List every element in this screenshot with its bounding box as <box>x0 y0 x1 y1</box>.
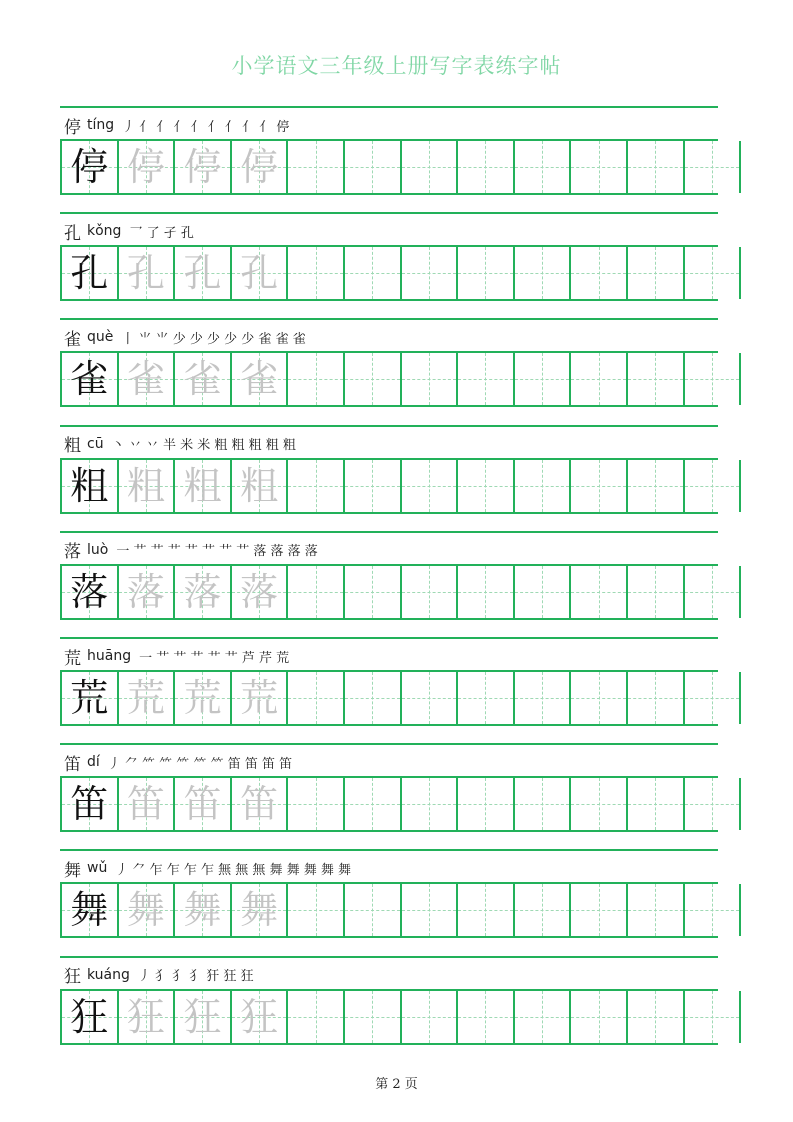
empty-practice-cell[interactable] <box>685 991 742 1043</box>
empty-practice-cell[interactable] <box>515 884 572 936</box>
empty-practice-cell[interactable] <box>345 672 402 724</box>
writing-grid <box>60 139 718 195</box>
model-cell <box>62 141 119 193</box>
writing-grid <box>60 989 718 1045</box>
empty-practice-cell[interactable] <box>288 247 345 299</box>
empty-practice-cell[interactable] <box>515 566 572 618</box>
trace-character: 停 <box>240 145 279 189</box>
trace-character: 笛 <box>183 782 222 827</box>
empty-practice-cell[interactable] <box>685 672 742 724</box>
trace-character: 狂 <box>183 994 222 1039</box>
entry-character: 笛 <box>64 754 81 775</box>
empty-practice-cell[interactable] <box>288 991 345 1043</box>
model-cell <box>62 884 119 936</box>
entry-divider <box>60 212 718 214</box>
practice-entry <box>60 318 718 425</box>
empty-practice-cell[interactable] <box>402 247 459 299</box>
empty-practice-cell[interactable] <box>345 141 402 193</box>
trace-cell <box>119 672 176 724</box>
empty-practice-cell[interactable] <box>345 991 402 1043</box>
empty-practice-cell[interactable] <box>628 460 685 512</box>
empty-practice-cell[interactable] <box>628 353 685 405</box>
trace-character: 荒 <box>126 676 165 720</box>
entry-divider <box>60 743 718 745</box>
trace-cell <box>175 141 232 193</box>
empty-practice-cell[interactable] <box>288 141 345 193</box>
trace-character: 落 <box>126 569 165 614</box>
entry-character: 狂 <box>64 967 81 988</box>
entry-info-row <box>64 750 714 774</box>
empty-practice-cell[interactable] <box>628 991 685 1043</box>
empty-practice-cell[interactable] <box>402 991 459 1043</box>
trace-cell <box>119 991 176 1043</box>
writing-grid <box>60 458 718 514</box>
trace-character: 舞 <box>183 888 222 933</box>
trace-cell <box>232 460 289 512</box>
trace-character: 舞 <box>126 888 165 933</box>
trace-cell <box>175 353 232 405</box>
trace-cell <box>175 991 232 1043</box>
empty-practice-cell[interactable] <box>288 353 345 405</box>
empty-practice-cell[interactable] <box>402 884 459 936</box>
trace-character: 粗 <box>183 463 222 508</box>
entry-divider <box>60 637 718 639</box>
trace-character: 笛 <box>240 782 279 827</box>
empty-practice-cell[interactable] <box>458 247 515 299</box>
empty-practice-cell[interactable] <box>515 141 572 193</box>
model-character: 荒 <box>70 676 109 720</box>
entry-stroke-order: 丶 丷 丷 半 米 米 粗 粗 粗 粗 粗 <box>111 438 296 454</box>
entry-info-row <box>64 325 714 349</box>
page-number: 第 2 页 <box>375 1077 418 1092</box>
practice-entry <box>60 212 718 319</box>
model-character: 停 <box>70 145 109 189</box>
model-cell <box>62 566 119 618</box>
model-cell <box>62 991 119 1043</box>
empty-practice-cell[interactable] <box>515 991 572 1043</box>
empty-practice-cell[interactable] <box>345 247 402 299</box>
entry-info-row <box>64 219 714 243</box>
empty-practice-cell[interactable] <box>571 353 628 405</box>
model-character: 孔 <box>70 251 109 296</box>
writing-grid <box>60 882 718 938</box>
trace-character: 粗 <box>126 463 165 508</box>
empty-practice-cell[interactable] <box>571 884 628 936</box>
model-character: 雀 <box>70 357 109 402</box>
trace-character: 粗 <box>240 463 279 508</box>
empty-practice-cell[interactable] <box>345 884 402 936</box>
trace-character: 孔 <box>126 251 165 296</box>
trace-cell <box>175 460 232 512</box>
empty-practice-cell[interactable] <box>685 460 742 512</box>
entry-pinyin: què <box>87 329 114 346</box>
entry-divider <box>60 318 718 320</box>
trace-cell <box>232 566 289 618</box>
trace-cell <box>232 247 289 299</box>
empty-practice-cell[interactable] <box>628 247 685 299</box>
empty-practice-cell[interactable] <box>685 247 742 299</box>
trace-character: 落 <box>183 569 222 614</box>
writing-grid <box>60 245 718 301</box>
trace-cell <box>119 884 176 936</box>
practice-entry <box>60 106 718 213</box>
empty-practice-cell[interactable] <box>685 778 742 830</box>
entry-divider <box>60 956 718 958</box>
empty-practice-cell[interactable] <box>288 566 345 618</box>
empty-practice-cell[interactable] <box>402 672 459 724</box>
empty-practice-cell[interactable] <box>628 566 685 618</box>
trace-character: 舞 <box>240 888 279 933</box>
entry-info-row <box>64 538 714 562</box>
writing-grid <box>60 351 718 407</box>
trace-cell <box>232 353 289 405</box>
empty-practice-cell[interactable] <box>628 884 685 936</box>
empty-practice-cell[interactable] <box>345 460 402 512</box>
entry-stroke-order: 丿 亻 亻 亻 亻 亻 亻 亻 亻 停 <box>122 119 290 135</box>
trace-cell <box>232 778 289 830</box>
empty-practice-cell[interactable] <box>402 778 459 830</box>
model-character: 舞 <box>70 888 109 933</box>
empty-practice-cell[interactable] <box>571 141 628 193</box>
entry-pinyin: huāng <box>87 648 132 664</box>
empty-practice-cell[interactable] <box>685 884 742 936</box>
entry-stroke-order: 乛 了 孑 孔 <box>129 225 194 241</box>
empty-practice-cell[interactable] <box>288 884 345 936</box>
trace-character: 停 <box>183 145 222 189</box>
entry-character: 舞 <box>64 860 81 881</box>
entry-stroke-order: 一 艹 艹 艹 艹 艹 艹 艹 落 落 落 落 <box>116 544 318 560</box>
empty-practice-cell[interactable] <box>515 672 572 724</box>
empty-practice-cell[interactable] <box>345 353 402 405</box>
trace-cell <box>175 884 232 936</box>
empty-practice-cell[interactable] <box>515 778 572 830</box>
model-character: 落 <box>70 569 109 614</box>
writing-grid <box>60 564 718 620</box>
trace-cell <box>232 672 289 724</box>
trace-cell <box>232 884 289 936</box>
entry-info-row <box>64 856 714 880</box>
entry-character: 停 <box>64 117 81 138</box>
entry-divider <box>60 425 718 427</box>
trace-character: 荒 <box>240 676 279 720</box>
entry-pinyin: wǔ <box>87 860 108 877</box>
entry-divider <box>60 106 718 108</box>
practice-entry <box>60 956 718 1063</box>
empty-practice-cell[interactable] <box>571 566 628 618</box>
empty-practice-cell[interactable] <box>288 672 345 724</box>
trace-cell <box>175 566 232 618</box>
empty-practice-cell[interactable] <box>685 566 742 618</box>
entry-pinyin: cū <box>87 435 104 452</box>
entry-divider <box>60 531 718 533</box>
practice-entry <box>60 637 718 744</box>
model-cell <box>62 353 119 405</box>
empty-practice-cell[interactable] <box>402 460 459 512</box>
entry-stroke-order: 丨 ⺌ ⺌ 少 少 少 少 少 雀 雀 雀 <box>121 331 306 347</box>
empty-practice-cell[interactable] <box>571 247 628 299</box>
entry-character: 孔 <box>64 223 81 244</box>
empty-practice-cell[interactable] <box>571 460 628 512</box>
trace-cell <box>175 247 232 299</box>
empty-practice-cell[interactable] <box>288 778 345 830</box>
trace-cell <box>232 991 289 1043</box>
trace-character: 落 <box>240 569 279 614</box>
empty-practice-cell[interactable] <box>458 778 515 830</box>
trace-character: 狂 <box>240 994 279 1039</box>
entry-stroke-order: 丿 犭 犭 犭 犴 狂 狂 <box>137 969 254 985</box>
entry-info-row <box>64 644 714 668</box>
trace-cell <box>119 460 176 512</box>
empty-practice-cell[interactable] <box>402 353 459 405</box>
practice-entry <box>60 425 718 532</box>
trace-character: 孔 <box>183 251 222 296</box>
entry-pinyin: luò <box>87 541 109 558</box>
empty-practice-cell[interactable] <box>685 353 742 405</box>
entry-character: 落 <box>64 542 81 563</box>
empty-practice-cell[interactable] <box>458 884 515 936</box>
empty-practice-cell[interactable] <box>458 566 515 618</box>
trace-character: 笛 <box>126 782 165 827</box>
empty-practice-cell[interactable] <box>402 141 459 193</box>
trace-cell <box>119 247 176 299</box>
writing-grid <box>60 776 718 832</box>
entry-character: 粗 <box>64 436 81 457</box>
entry-pinyin: kǒng <box>87 223 122 240</box>
model-cell <box>62 672 119 724</box>
empty-practice-cell[interactable] <box>458 672 515 724</box>
entry-info-row <box>64 432 714 456</box>
trace-character: 荒 <box>183 676 222 720</box>
entry-pinyin: kuáng <box>87 966 130 983</box>
entry-character: 荒 <box>64 648 81 669</box>
empty-practice-cell[interactable] <box>345 778 402 830</box>
trace-cell <box>119 141 176 193</box>
model-character: 粗 <box>70 463 109 508</box>
empty-practice-cell[interactable] <box>628 141 685 193</box>
page-title: 小学语文三年级上册写字表练字帖 <box>231 54 562 78</box>
entry-character: 雀 <box>64 329 81 350</box>
empty-practice-cell[interactable] <box>571 778 628 830</box>
empty-practice-cell[interactable] <box>628 778 685 830</box>
practice-entry <box>60 743 718 850</box>
model-cell <box>62 460 119 512</box>
empty-practice-cell[interactable] <box>515 247 572 299</box>
entry-stroke-order: 一 艹 艹 艹 艹 艹 芦 芹 荒 <box>139 650 290 666</box>
empty-practice-cell[interactable] <box>685 141 742 193</box>
trace-cell <box>119 353 176 405</box>
trace-cell <box>175 672 232 724</box>
empty-practice-cell[interactable] <box>515 353 572 405</box>
empty-practice-cell[interactable] <box>458 991 515 1043</box>
practice-entry <box>60 849 718 956</box>
entry-info-row <box>64 963 714 987</box>
entry-stroke-order: 丿 ⺈ 乍 乍 乍 乍 無 無 無 舞 舞 舞 舞 舞 <box>115 862 352 878</box>
trace-cell <box>232 141 289 193</box>
empty-practice-cell[interactable] <box>571 991 628 1043</box>
empty-practice-cell[interactable] <box>288 460 345 512</box>
entry-divider <box>60 849 718 851</box>
trace-cell <box>119 778 176 830</box>
entry-info-row <box>64 113 714 137</box>
trace-character: 狂 <box>126 994 165 1039</box>
model-character: 笛 <box>70 782 109 827</box>
trace-character: 停 <box>126 145 165 189</box>
empty-practice-cell[interactable] <box>515 460 572 512</box>
empty-practice-cell[interactable] <box>458 141 515 193</box>
trace-cell <box>119 566 176 618</box>
empty-practice-cell[interactable] <box>345 566 402 618</box>
empty-practice-cell[interactable] <box>571 672 628 724</box>
entry-stroke-order: 丿 ⺈ ⺮ ⺮ ⺮ ⺮ ⺮ 笛 笛 笛 笛 <box>107 756 293 772</box>
trace-character: 雀 <box>183 357 222 402</box>
trace-character: 雀 <box>240 357 279 402</box>
empty-practice-cell[interactable] <box>402 566 459 618</box>
entry-pinyin: tíng <box>87 117 115 133</box>
writing-grid <box>60 670 718 726</box>
model-cell <box>62 247 119 299</box>
empty-practice-cell[interactable] <box>458 353 515 405</box>
model-cell <box>62 778 119 830</box>
empty-practice-cell[interactable] <box>628 672 685 724</box>
trace-character: 孔 <box>240 251 279 296</box>
practice-entry <box>60 531 718 638</box>
empty-practice-cell[interactable] <box>458 460 515 512</box>
model-character: 狂 <box>70 994 109 1039</box>
trace-character: 雀 <box>126 357 165 402</box>
entry-pinyin: dí <box>87 754 100 771</box>
trace-cell <box>175 778 232 830</box>
